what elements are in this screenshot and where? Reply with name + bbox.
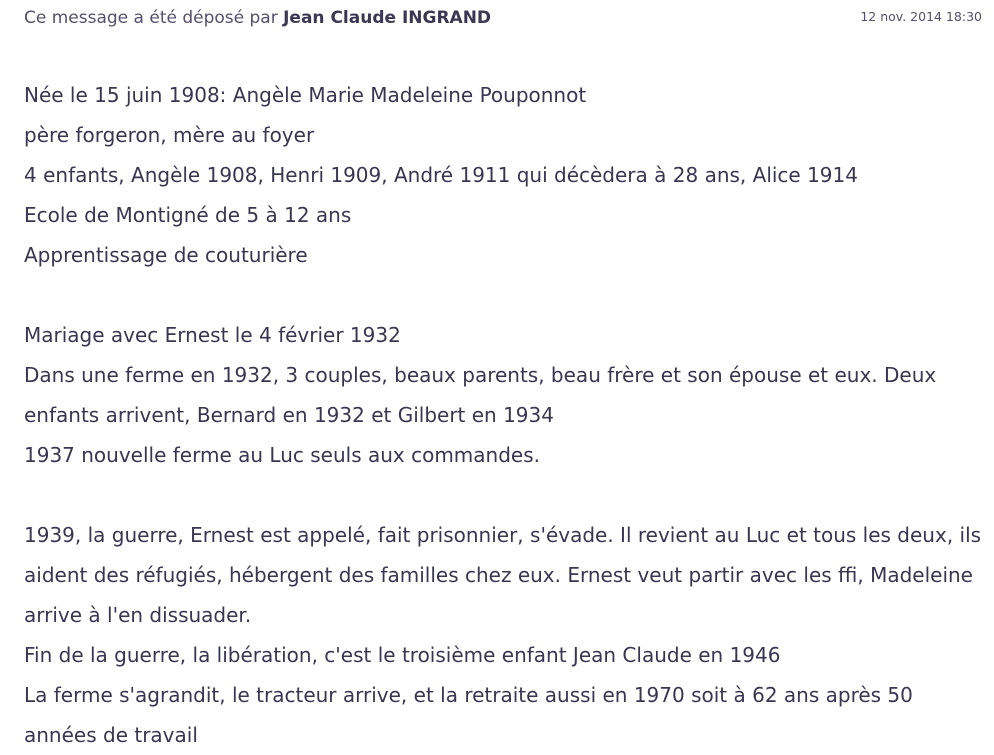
text-line: La ferme s'agrandit, le tracteur arrive, et la retraite aussi en 1970 soit à 62 ans après 50 [24,683,913,707]
text-line: Dans une ferme en 1932, 3 couples, beaux parents, beau frère et son épouse et eux. Deux [24,363,937,387]
text-line: 1939, la guerre, Ernest est appelé, fait prisonnier, s'évade. Il revient au Luc et tous les deux, ils [24,523,982,547]
author-name-link[interactable]: Jean Claude INGRAND [283,8,492,28]
post-body [24,75,982,755]
text-line: aident des réfugiés, hébergent des familles chez eux. Ernest veut partir avec les ffi, Madeleine [24,563,973,587]
author-line [24,8,491,28]
text-line: Apprentissage de couturière [24,243,308,267]
text-line: père forgeron, mère au foyer [24,123,315,147]
text-line: arrive à l'en dissuader. [24,603,252,627]
author-prefix: Ce message a été déposé par [24,8,284,28]
paragraph-3 [24,515,982,755]
post-date: 12 nov. 2014 18:30 [860,9,982,24]
text-line: Née le 15 juin 1908: Angèle Marie Madeleine Pouponnot [24,83,587,107]
text-line: 4 enfants, Angèle 1908, Henri 1909, André 1911 qui décèdera à 28 ans, Alice 1914 [24,163,858,187]
text-line: enfants arrivent, Bernard en 1932 et Gilbert en 1934 [24,403,554,427]
text-line: 1937 nouvelle ferme au Luc seuls aux commandes. [24,443,540,467]
text-line: années de travail [24,723,198,747]
paragraph-1 [24,75,982,275]
text-line: Ecole de Montigné de 5 à 12 ans [24,203,352,227]
paragraph-2 [24,315,982,475]
text-line: Fin de la guerre, la libération, c'est le troisième enfant Jean Claude en 1946 [24,643,781,667]
text-line: Mariage avec Ernest le 4 février 1932 [24,323,401,347]
post-header [24,8,982,32]
